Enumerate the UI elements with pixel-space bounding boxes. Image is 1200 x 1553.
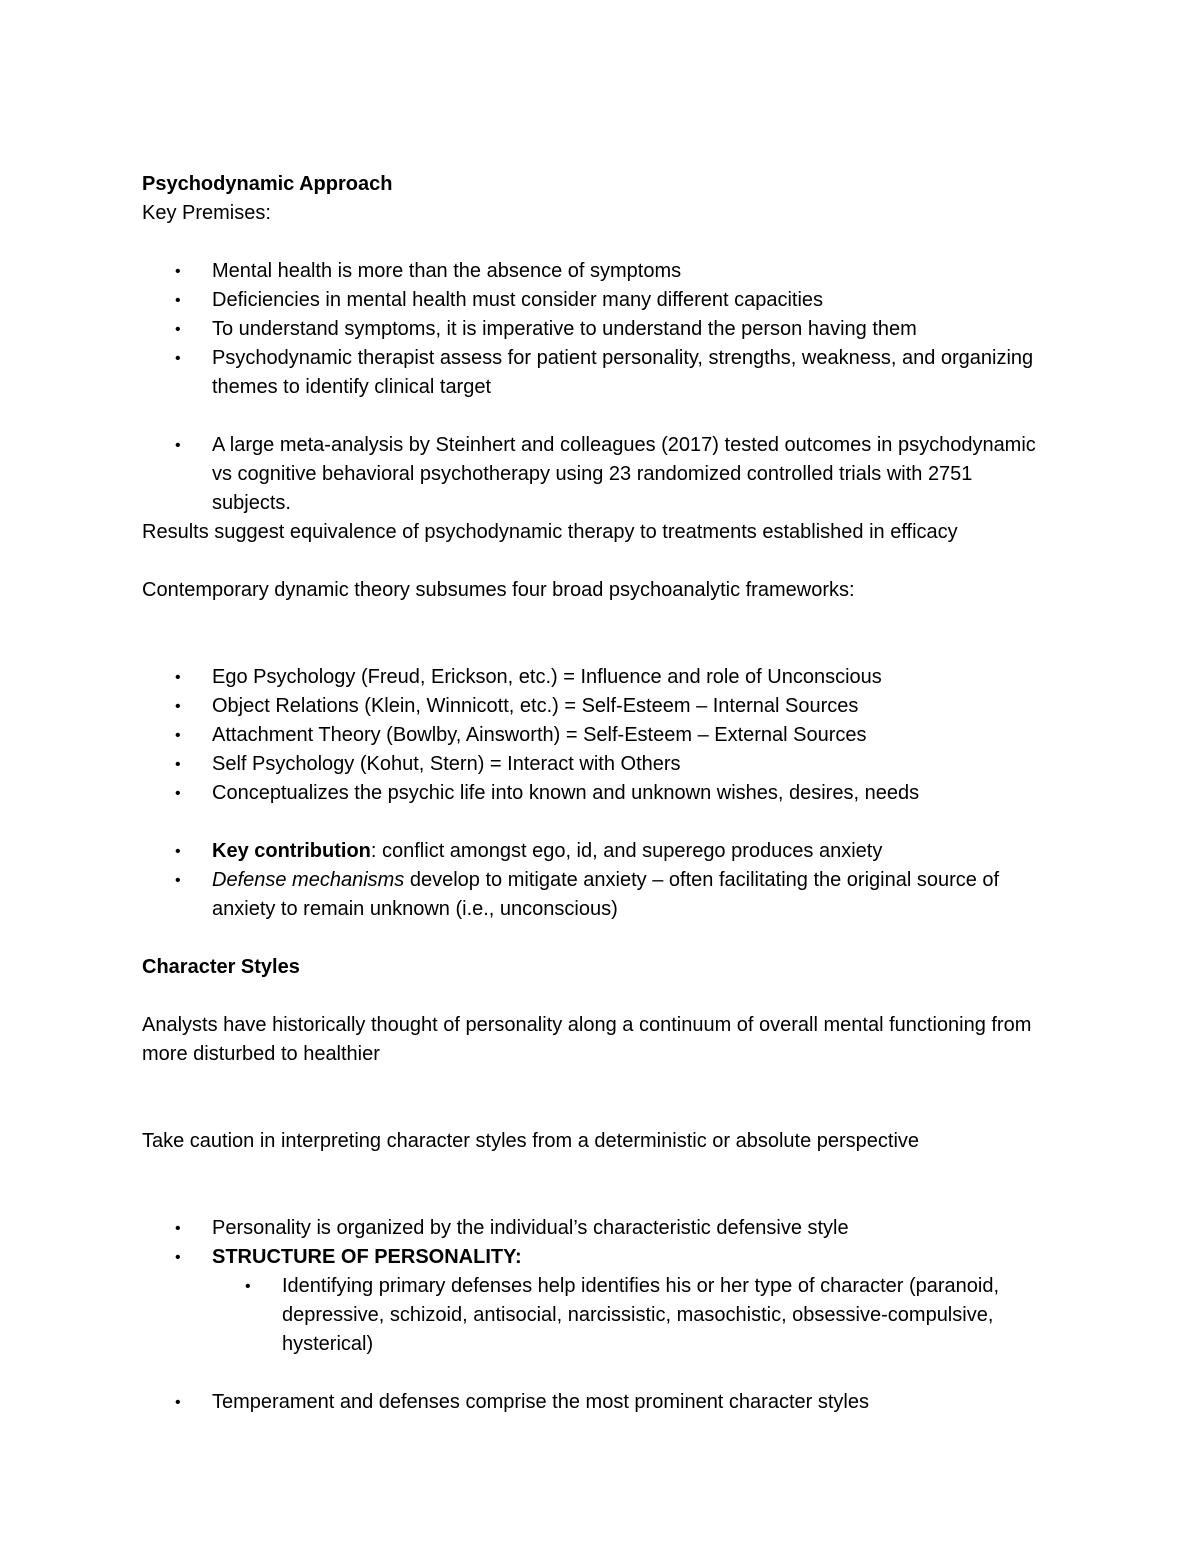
key-contribution-text: : conflict amongst ego, id, and superego produces anxiety — [370, 840, 883, 862]
list-item: • Psychodynamic therapist assess for patient personality, strengths, weakness, and organizing themes to identify clinical target — [142, 344, 1042, 402]
spacer — [142, 402, 1042, 431]
premises-list — [142, 257, 1042, 402]
section-title-psychodynamic: Psychodynamic Approach — [142, 173, 393, 195]
list-item: • Personality is organized by the individual’s characteristic defensive style — [142, 1214, 1042, 1243]
caution-paragraph: Take caution in interpreting character styles from a deterministic or absolute perspective — [142, 1130, 920, 1152]
list-item: • Deficiencies in mental health must consider many different capacities — [142, 286, 1042, 315]
spacer — [142, 982, 1042, 1011]
spacer — [142, 228, 1042, 257]
spacer — [142, 1069, 1042, 1127]
list-item: • Attachment Theory (Bowlby, Ainsworth) = Self-Esteem – External Sources — [142, 721, 1042, 750]
list-item: • Ego Psychology (Freud, Erickson, etc.) = Influence and role of Unconscious — [142, 663, 1042, 692]
analysts-paragraph: Analysts have historically thought of personality along a continuum of overall mental functioning from more disturbed to healthier — [142, 1014, 1032, 1065]
spacer — [142, 605, 1042, 663]
character-list — [142, 1214, 1042, 1359]
key-premises-label: Key Premises: — [142, 202, 271, 224]
spacer — [142, 924, 1042, 953]
contribution-list — [142, 837, 1042, 924]
list-item-structure — [142, 1243, 1042, 1359]
list-item: • To understand symptoms, it is imperative to understand the person having them — [142, 315, 1042, 344]
structure-label: STRUCTURE OF PERSONALITY: — [212, 1246, 522, 1268]
frameworks-intro: Contemporary dynamic theory subsumes four broad psychoanalytic frameworks: — [142, 579, 855, 601]
list-item: • Self Psychology (Kohut, Stern) = Interact with Others — [142, 750, 1042, 779]
document-page — [142, 170, 1042, 1417]
defense-mechanisms-label: Defense mechanisms — [212, 869, 405, 891]
list-item: • A large meta-analysis by Steinhert and colleagues (2017) tested outcomes in psychodynamic vs cognitive behavioral psychotherapy using 23 randomized controlled trials with 2751 subjects. — [142, 431, 1042, 518]
spacer — [142, 1156, 1042, 1214]
list-item: • Mental health is more than the absence of symptoms — [142, 257, 1042, 286]
meta-analysis-list — [142, 431, 1042, 518]
temperament-list — [142, 1388, 1042, 1417]
frameworks-list — [142, 663, 1042, 808]
structure-sublist — [212, 1272, 1042, 1359]
list-item-defense — [142, 866, 1042, 924]
spacer — [142, 547, 1042, 576]
list-item: • Temperament and defenses comprise the most prominent character styles — [142, 1388, 1042, 1417]
results-paragraph: Results suggest equivalence of psychodynamic therapy to treatments established in efficacy — [142, 521, 958, 543]
spacer — [142, 1359, 1042, 1388]
section-title-character-styles: Character Styles — [142, 956, 300, 978]
list-item-key-contribution — [142, 837, 1042, 866]
spacer — [142, 808, 1042, 837]
list-item: • Conceptualizes the psychic life into known and unknown wishes, desires, needs — [142, 779, 1042, 808]
key-contribution-label: Key contribution — [212, 840, 371, 862]
sub-list-item: • Identifying primary defenses help identifies his or her type of character (paranoid, depressive, schizoid, antisocial, narcissistic, masochistic, obsessive-compulsive, hysterical) — [212, 1272, 1042, 1359]
list-item: • Object Relations (Klein, Winnicott, etc.) = Self-Esteem – Internal Sources — [142, 692, 1042, 721]
defense-mechanisms-text: develop to mitigate anxiety – often facilitating the original source of anxiety to remain unknown (i.e., unconscious) — [212, 869, 1000, 920]
